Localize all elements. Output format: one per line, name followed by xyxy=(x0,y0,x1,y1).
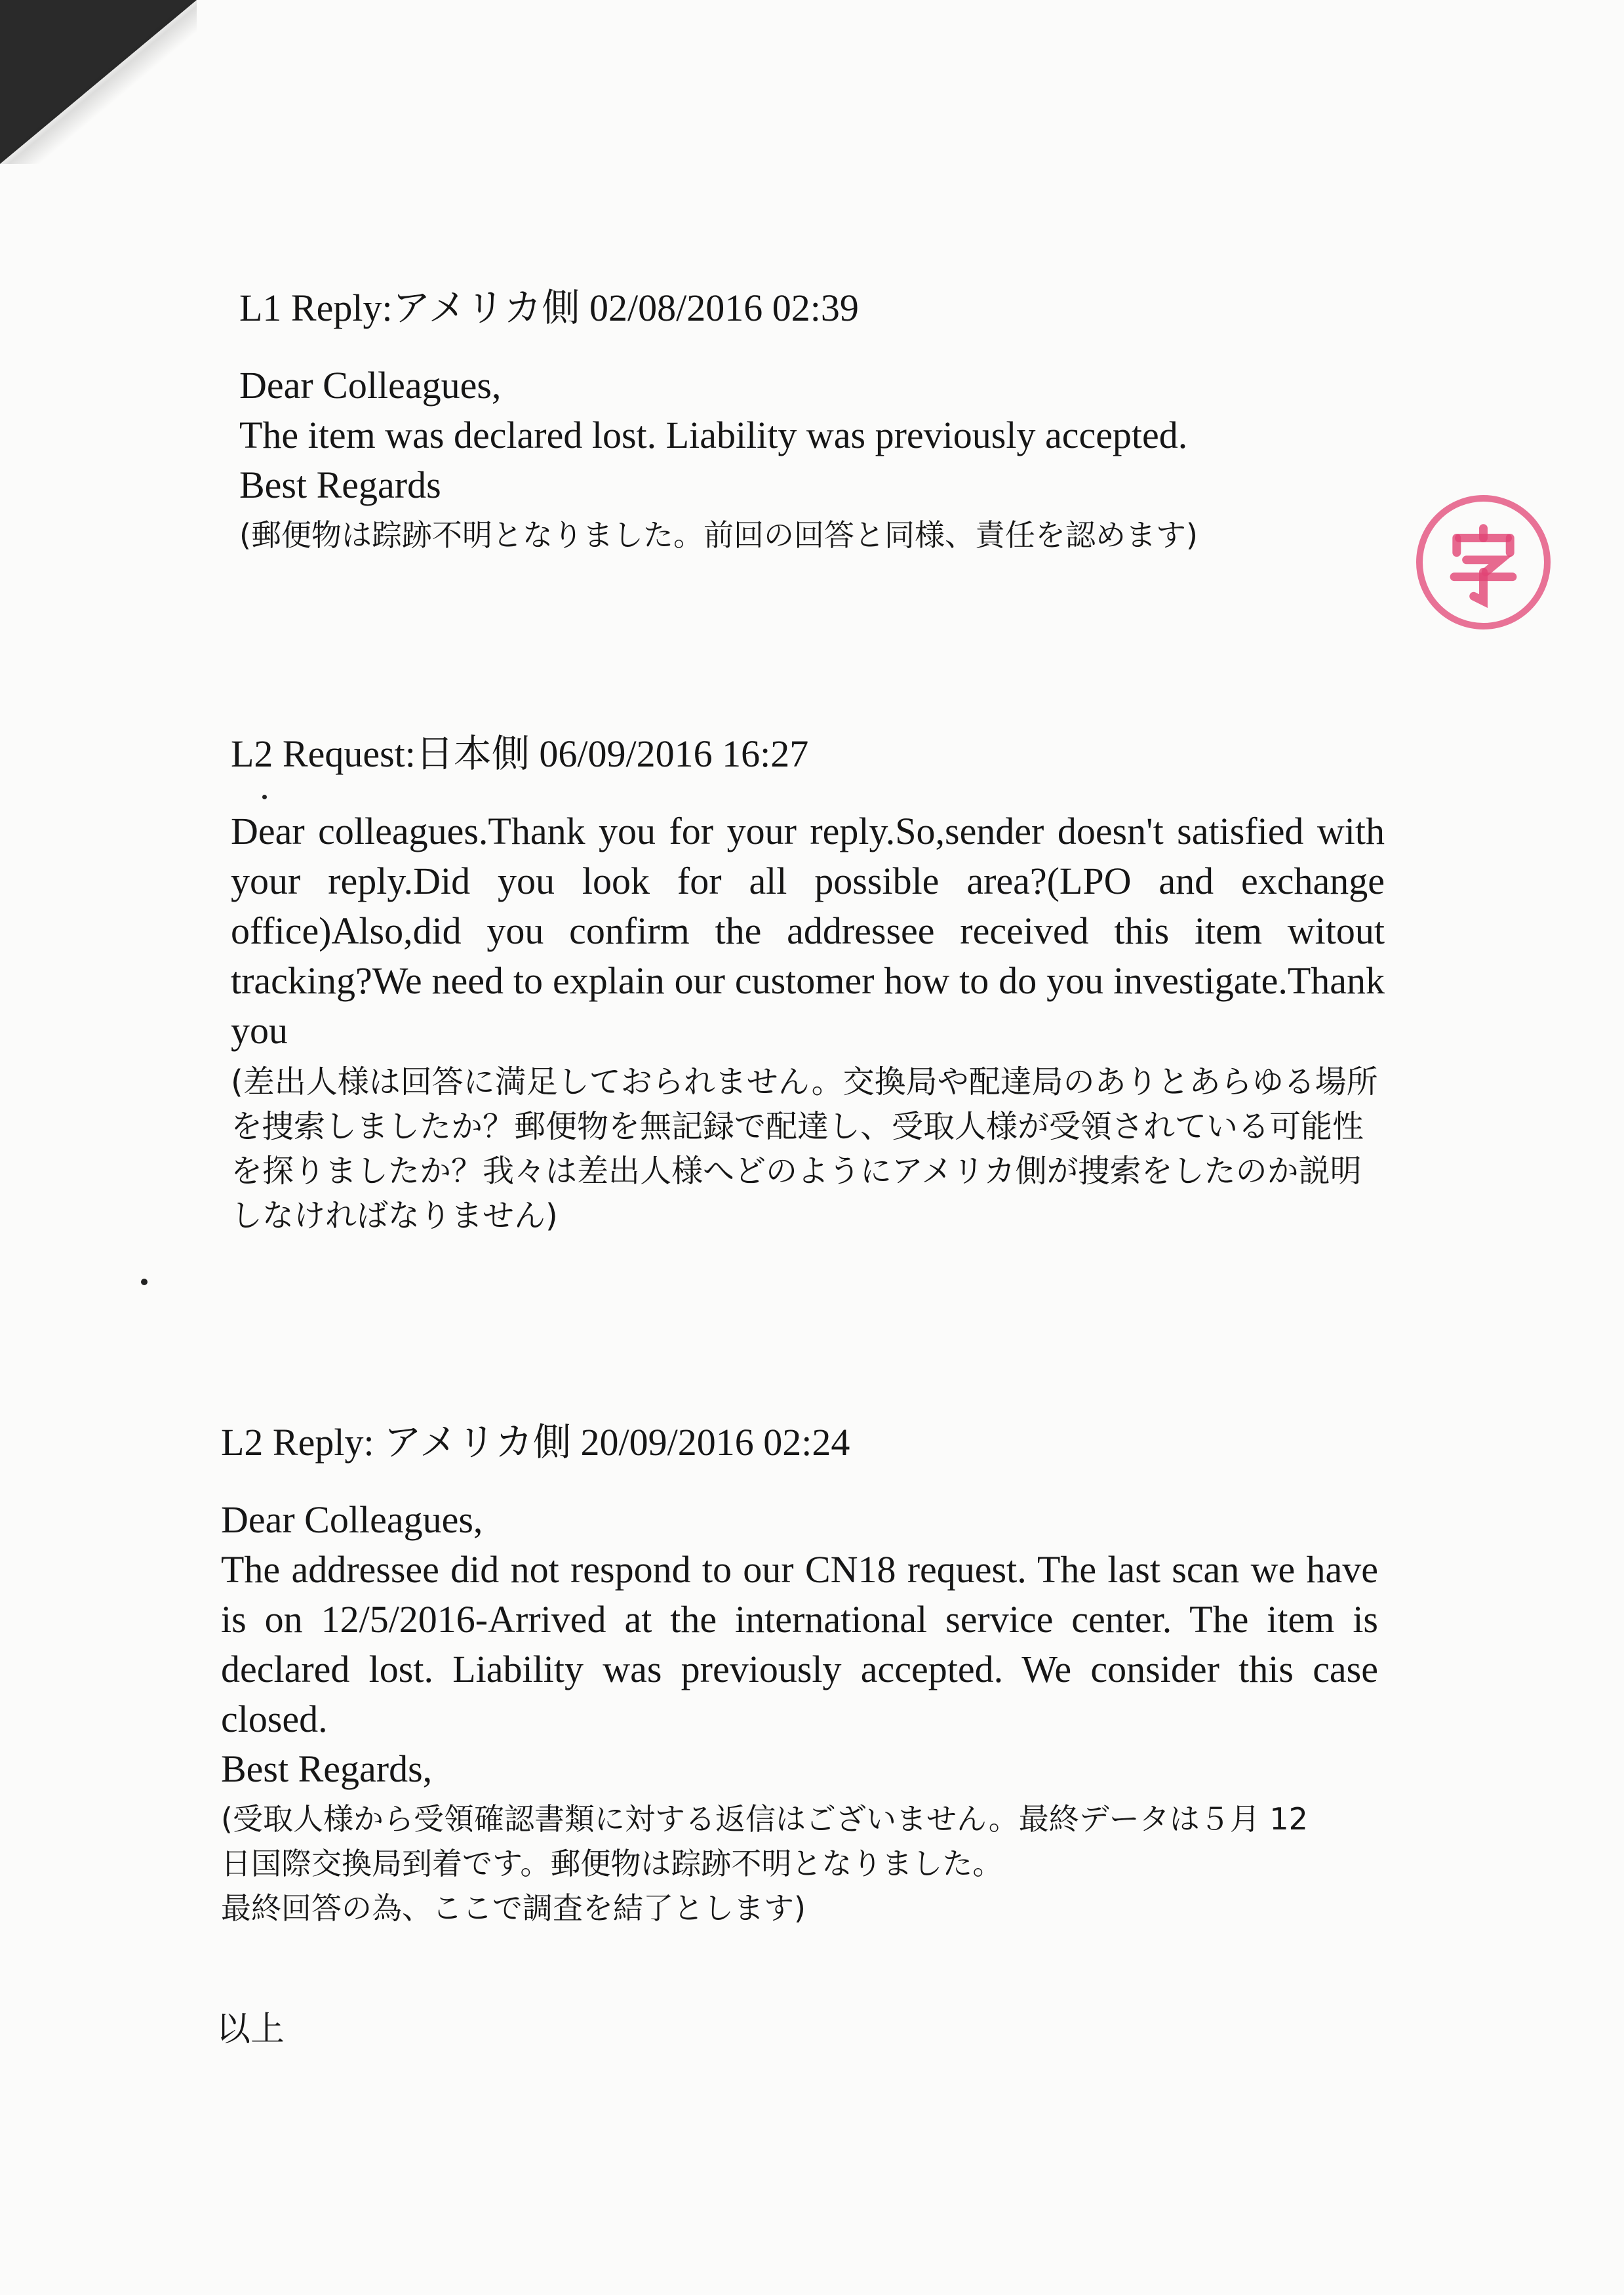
ink-speck xyxy=(262,795,267,799)
seal-stamp-icon xyxy=(1416,495,1551,629)
seal-stamp-mark xyxy=(1423,502,1544,623)
l1-body: The item was declared lost. Liability was previously accepted. xyxy=(239,414,1188,456)
l1-japanese-translation: (郵便物は踪跡不明となりました。前回の回答と同様、責任を認めます) xyxy=(239,517,1198,553)
folded-corner-shadow xyxy=(0,0,197,164)
l2-reply-section xyxy=(221,1416,1378,1930)
l2-reply-signoff: Best Regards, xyxy=(221,1747,433,1790)
l1-signoff: Best Regards xyxy=(239,464,441,506)
l2-reply-japanese-line-2: 日国際交換局到着です。郵便物は踪跡不明となりました。 xyxy=(221,1846,1003,1881)
l2-request-body: Dear colleagues.Thank you for your reply.So,sender doesn't satisfied with your reply.Did you look for all possible area?(LPO and exchange office)Also,did you confirm the addressee received this item witout tracking?We need to explain our customer how to do you investigate.Thank you xyxy=(231,810,1385,1052)
l2-reply-body: The addressee did not respond to our CN18 request. The last scan we have is on 12/5/2016-Arrived at the international service center. The item is declared lost. Liability was previously accepted. We consider this case closed. xyxy=(221,1548,1378,1740)
l2-request-section xyxy=(231,728,1385,1238)
closing-mark: 以上 xyxy=(216,2010,285,2049)
l2-reply-japanese-line-3: 最終回答の為、ここで調査を結了とします) xyxy=(221,1890,806,1926)
l2-reply-heading: L2 Reply: アメリカ側 20/09/2016 02:24 xyxy=(221,1421,850,1464)
l2-reply-greeting: Dear Colleagues, xyxy=(221,1498,483,1541)
l2-request-heading: L2 Request:日本側 06/09/2016 16:27 xyxy=(231,732,809,775)
l2-request-japanese-translation: (差出人様は回答に満足しておられません。交換局や配達局のありとあらゆる場所を捜索しましたか？郵便物を無記録で配達し、受取人様が受領されている可能性を探りましたか？我々は差出人様へどのようにアメリカ側が捜索をしたのか説明しなければなりません) xyxy=(231,1064,1378,1234)
l1-greeting: Dear Colleagues, xyxy=(239,364,502,407)
l1-reply-heading: L1 Reply:アメリカ側 02/08/2016 02:39 xyxy=(239,287,859,329)
l1-reply-section xyxy=(239,282,1354,557)
ink-speck xyxy=(141,1279,148,1285)
l2-reply-japanese-line-1: (受取人様から受領確認書類に対する返信はございません。最終データは５月 12 xyxy=(221,1801,1308,1837)
